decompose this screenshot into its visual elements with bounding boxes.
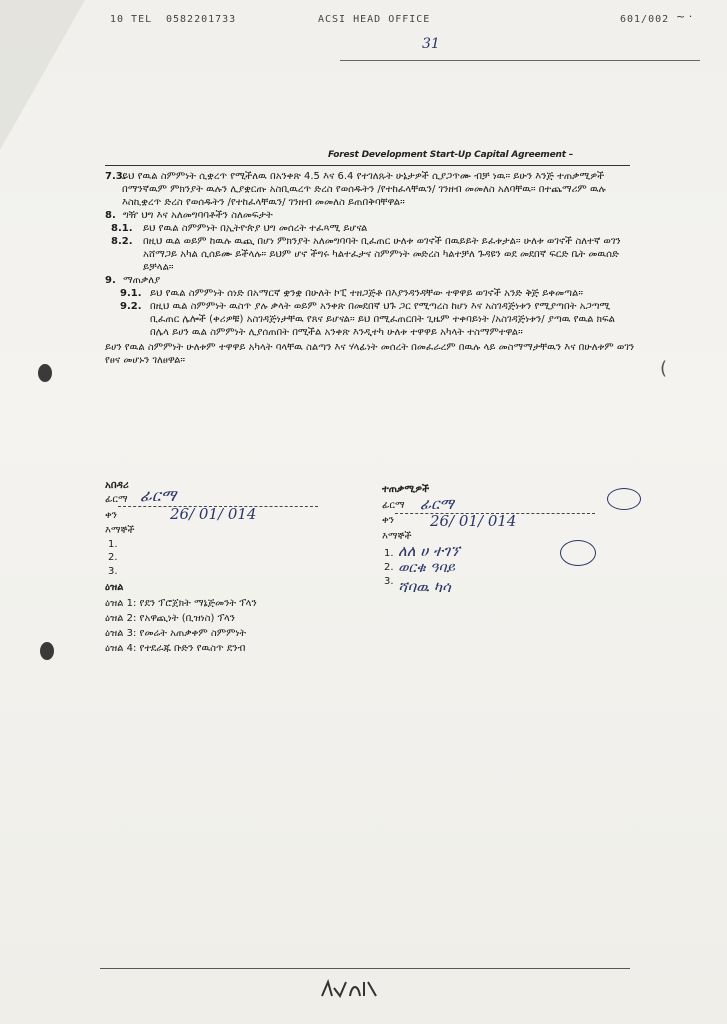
- footer-initials: [320, 978, 380, 1004]
- fax-header: [110, 14, 710, 30]
- witness-name-3: ሻባዉ ካሳ: [398, 578, 451, 596]
- clause-number: 9.: [105, 275, 116, 286]
- lender-heading: አበዳሪ: [105, 480, 129, 491]
- beneficiary-sign-label: ፊርማ: [382, 500, 405, 511]
- clause-text: በዚህ ዉል ስምምነት ዉስጥ ያሉ ቃላት ወይም አንቀጽ በመደበኛ ህጉ ጋር የሚጣረስ ከሆነ እና አስገዳጅነቱን የሚያጣበት አጋጣሚ ቢፈጠር ሌሎች (ቀሪዎቹ) አስገዳጅነታቸዉ የጸና ይሆናል። ይህ በሚፈጠርበት ጊዜም ተቀባይነት /አስገዳጅነቱን/ ያጣዉ የዉል ክፍል በሌላ ይሀን ዉል ስምምነት ሊያሰጠበት በሚችል አንቀጽ እንዲተካ ሁለቱ ተዋዋይ አካላት ተስማምተዋል።: [150, 301, 616, 338]
- clause-number: 7.3.: [105, 171, 127, 182]
- lender-sign-label: ፊርማ: [105, 494, 128, 505]
- footer-rule: [100, 968, 630, 969]
- header-rule: [340, 60, 700, 61]
- witness-name-2: ወርቁ ዓባይ: [398, 560, 456, 576]
- fax-page: 601/002: [620, 14, 670, 25]
- clause-number: 8.: [105, 210, 116, 221]
- clause-number: 8.2.: [111, 236, 133, 247]
- lender-rule: [118, 506, 318, 507]
- page-fold-shadow: [0, 0, 85, 150]
- beneficiary-rule: [395, 513, 595, 514]
- lender-date-label: ቀን: [105, 510, 117, 521]
- lender-date: 26/ 01/ 014: [170, 505, 257, 523]
- clause-number: 9.2.: [120, 301, 142, 312]
- margin-mark: (: [660, 358, 668, 379]
- stamp-circle-icon: [607, 488, 641, 510]
- clause-8: [105, 209, 635, 222]
- clause-heading: ግዥ ህግ እና አለመግባባቶችን ስለመፍታት: [123, 210, 273, 221]
- witness-name-1: ለለ ሀ ተገኘ: [398, 542, 460, 560]
- lender-witness-3: 3.: [108, 566, 118, 577]
- lender-witness-label: እማኞች: [105, 525, 135, 536]
- lender-witness-2: 2.: [108, 552, 118, 563]
- clause-number: 9.1.: [120, 288, 142, 299]
- beneficiary-date: 26/ 01/ 014: [430, 512, 517, 530]
- annex-item-3: ዕዝል 3: የመሬት አጠቃቀም ስምምነት: [105, 628, 247, 639]
- corner-scribble: ~ ·: [676, 10, 693, 23]
- lender-witness-1: 1.: [108, 539, 118, 550]
- beneficiary-witness-3: 3.: [384, 576, 394, 587]
- annex-item-1: ዕዝል 1: የደን ፕሮጀክት ማኔጅመንት ፕላን: [105, 598, 257, 609]
- closing-statement: ይሀን የዉል ስምምነት ሁለቱም ተዋዋይ አካላት ባላቸዉ ስልጣን እና ሃላፊነት መሰረት በመፈራረም በዉሉ ላይ መስማማታቸዉን እና በሁለቱም ወገን የፀና መሆኑን ገለፀዋል።: [105, 342, 635, 366]
- beneficiary-witness-2: 2.: [384, 562, 394, 573]
- agreement-body: [105, 170, 635, 367]
- fax-number: 0582201733: [166, 14, 237, 25]
- initials-circle-icon: [560, 540, 596, 566]
- annex-item-2: ዕዝል 2: የአዋጪነት (ቢዝነስ) ፕላን: [105, 613, 235, 624]
- annex-item-4: ዕዝል 4: የተደራጁ ቡድን የዉስጥ ደንብ: [105, 643, 246, 654]
- hand-mark: 31: [422, 36, 440, 52]
- beneficiary-heading: ተጠቃሚዎች: [382, 484, 430, 495]
- beneficiary-witness-label: እማኞች: [382, 531, 412, 542]
- clause-text: ይህ የዉል ስምምነት ሰነድ በአማርኛ ቋንቋ በሁለት ኮፒ ተዘጋጅቶ በእያንዳንዳቸው ተዋዋይ ወገኖች አንድ ቅጅ ይቀመጣል።: [150, 288, 584, 299]
- punch-hole: [40, 642, 54, 660]
- document-title: Forest Development Start-Up Capital Agreement –: [328, 150, 574, 160]
- clause-number: 8.1.: [111, 223, 133, 234]
- title-rule: [105, 165, 630, 166]
- clause-7-3: [105, 170, 635, 209]
- clause-9-2: [105, 300, 635, 339]
- beneficiary-witness-1: 1.: [384, 548, 394, 559]
- fax-sender: ACSI HEAD OFFICE: [318, 14, 431, 25]
- annex-heading: ዕዝል: [105, 582, 124, 593]
- fax-id: 10 TEL: [110, 14, 153, 25]
- clause-8-2: [105, 235, 635, 274]
- clause-text: ይህ የዉል ስምምነት በኢትዮጵያ ህግ መሰረት ተፈጻሚ ይሆናል: [143, 223, 368, 234]
- clause-8-1: [105, 222, 635, 235]
- clause-text: በዚህ ዉል ወይም ከዉሉ ዉጪ በሆነ ምክንያት አለመግባባት ቢፈጠር ሁለቱ ወገኖች በዉይይት ይፈቱታል። ሁለቱ ወገኖች ስለተኛ ወገን አሸማጋይ አካል ሲሰይሙ ይችላሉ። ይህም ሆኖ ችግሩ ካልተፈታና ስምምነት መድረስ ካልተቻለ ጉዳዩን ወደ መደበኛ ፍርድ ቤት መዉሰድ ይቻላል።: [143, 236, 621, 273]
- footer-initials-icon: [320, 978, 380, 1000]
- clause-text: ይህ የዉል ስምምነት ሲቋረጥ የሚችለዉ በአንቀጽ 4.5 እና 6.4 የተገለጹት ሁኔታዎች ሲያጋጥሙ ብቻ ነዉ። ይሁን እንጅ ተጠቃሚዎች በማንኛዉም ምክንያት ዉሉን ሊያቋርጡ አስቢዉረጥ ድረስ የወሰዱትን /የተከፈላቸዉን/ ገንዘብ መመለስ አለባቸዉ። በተጨማሪም ዉሉ እስኪቋረጥ ድረስ የወሰዱትን /የተከፈላቸዉን/ ገንዘብ መመለስ ይጠበቅባቸዋል።: [122, 171, 606, 208]
- punch-hole: [38, 364, 52, 382]
- beneficiary-signature: ፊርማ: [420, 495, 454, 513]
- clause-9: [105, 274, 635, 287]
- lender-signature: ፊርማ: [140, 486, 177, 505]
- clause-9-1: [105, 287, 635, 300]
- clause-heading: ማጠቃለያ: [123, 275, 161, 286]
- beneficiary-date-label: ቀን: [382, 515, 394, 526]
